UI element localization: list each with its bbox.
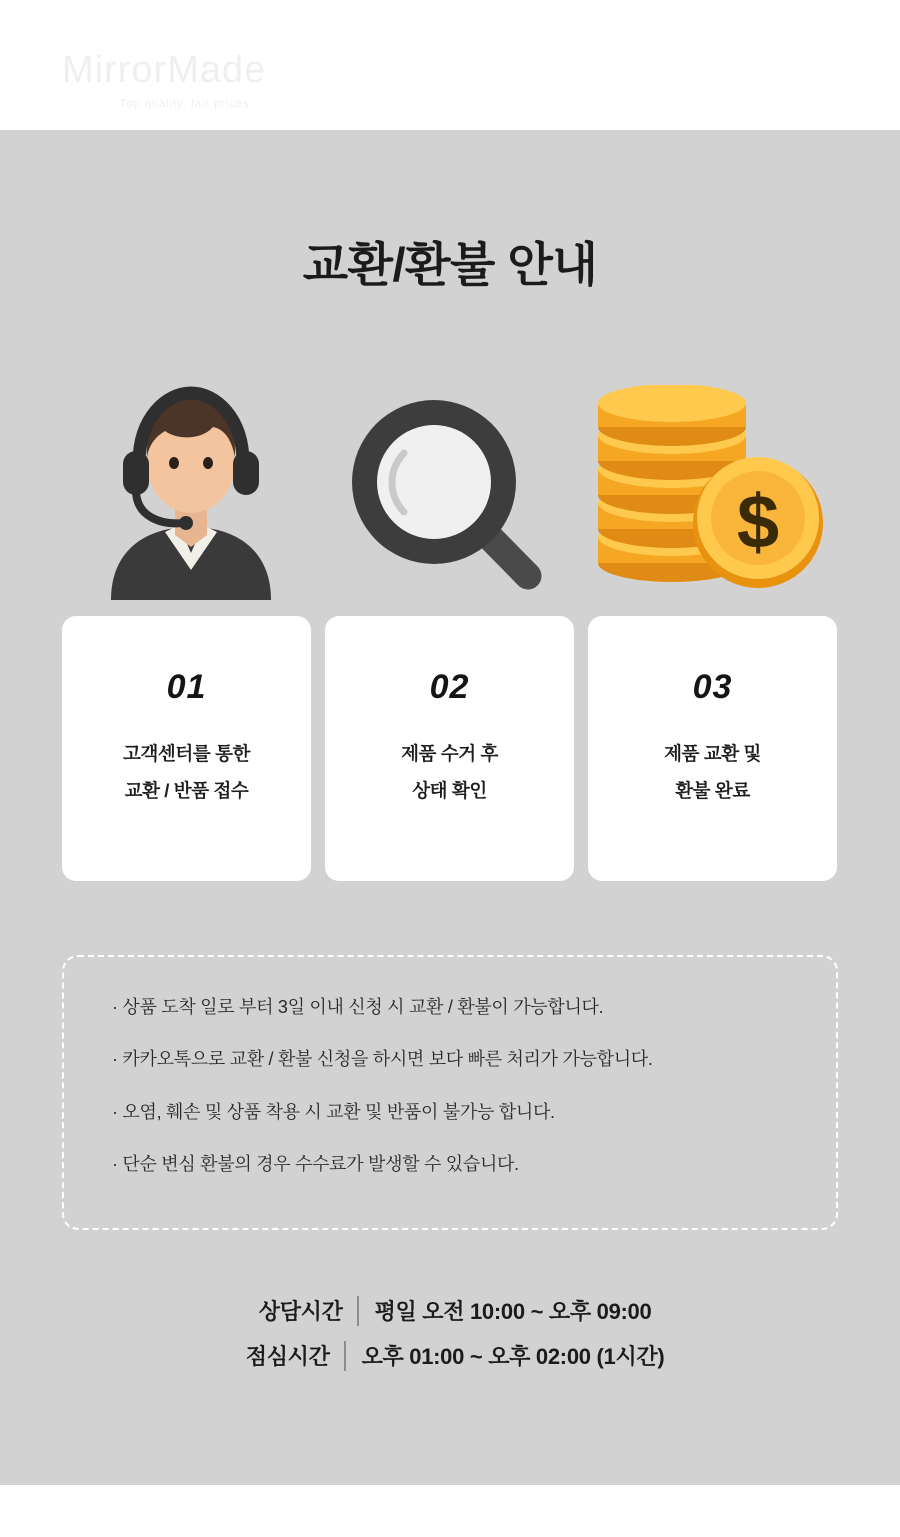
step-line: 고객센터를 통한: [122, 743, 251, 764]
step-card-03: [588, 616, 837, 881]
headset-agent-icon: [91, 385, 291, 600]
step-number: 02: [429, 668, 470, 706]
coins-dollar-icon: [590, 385, 826, 600]
notice-item: · 카카오톡으로 교환 / 환불 신청을 하시면 보다 빠른 처리가 가능합니다.: [112, 1049, 653, 1070]
step-line: 제품 교환 및: [664, 743, 761, 764]
step-number: 03: [692, 668, 733, 706]
brand-watermark: [62, 50, 266, 110]
icon-cell-coins: [579, 370, 838, 600]
magnifier-icon: [342, 390, 557, 600]
hours-row-consult: [249, 1295, 652, 1326]
step-text: [588, 735, 837, 809]
step-text: [62, 735, 311, 809]
svg-text:$: $: [737, 480, 780, 565]
page-title: 교환/환불 안내: [302, 238, 598, 291]
operating-hours: [0, 1295, 900, 1371]
step-line: 환불 완료: [675, 780, 750, 801]
hours-value: 오후 01:00 ~ 오후 02:00 (1시간): [361, 1344, 665, 1369]
icon-cell-magnifier: [321, 370, 580, 600]
hours-value: 평일 오전 10:00 ~ 오후 09:00: [374, 1299, 652, 1324]
hours-label: 상담시간: [258, 1299, 343, 1324]
bottom-band: [0, 1485, 900, 1537]
step-card-02: [325, 616, 574, 881]
notice-box: [62, 955, 838, 1230]
step-line: 제품 수거 후: [401, 743, 498, 764]
hours-label: 점심시간: [245, 1344, 330, 1369]
step-line: 교환 / 반품 접수: [124, 780, 249, 801]
top-band: [0, 0, 900, 130]
hours-row-lunch: [236, 1340, 665, 1371]
brand-tagline: Top quality, fair prices: [120, 97, 250, 110]
icon-cell-agent: [62, 370, 321, 600]
brand-name: MirrorMade: [62, 49, 267, 91]
notice-item: · 오염, 훼손 및 상품 착용 시 교환 및 반품이 불가능 합니다.: [112, 1101, 555, 1122]
step-line: 상태 확인: [412, 780, 487, 801]
notice-item: · 단순 변심 환불의 경우 수수료가 발생할 수 있습니다.: [112, 1153, 519, 1174]
icon-row: [62, 370, 838, 600]
step-card-01: [62, 616, 311, 881]
step-number: 01: [166, 668, 207, 706]
step-text: [325, 735, 574, 809]
step-cards: [62, 616, 838, 881]
notice-item: · 상품 도착 일로 부터 3일 이내 신청 시 교환 / 환불이 가능합니다.: [112, 997, 604, 1017]
